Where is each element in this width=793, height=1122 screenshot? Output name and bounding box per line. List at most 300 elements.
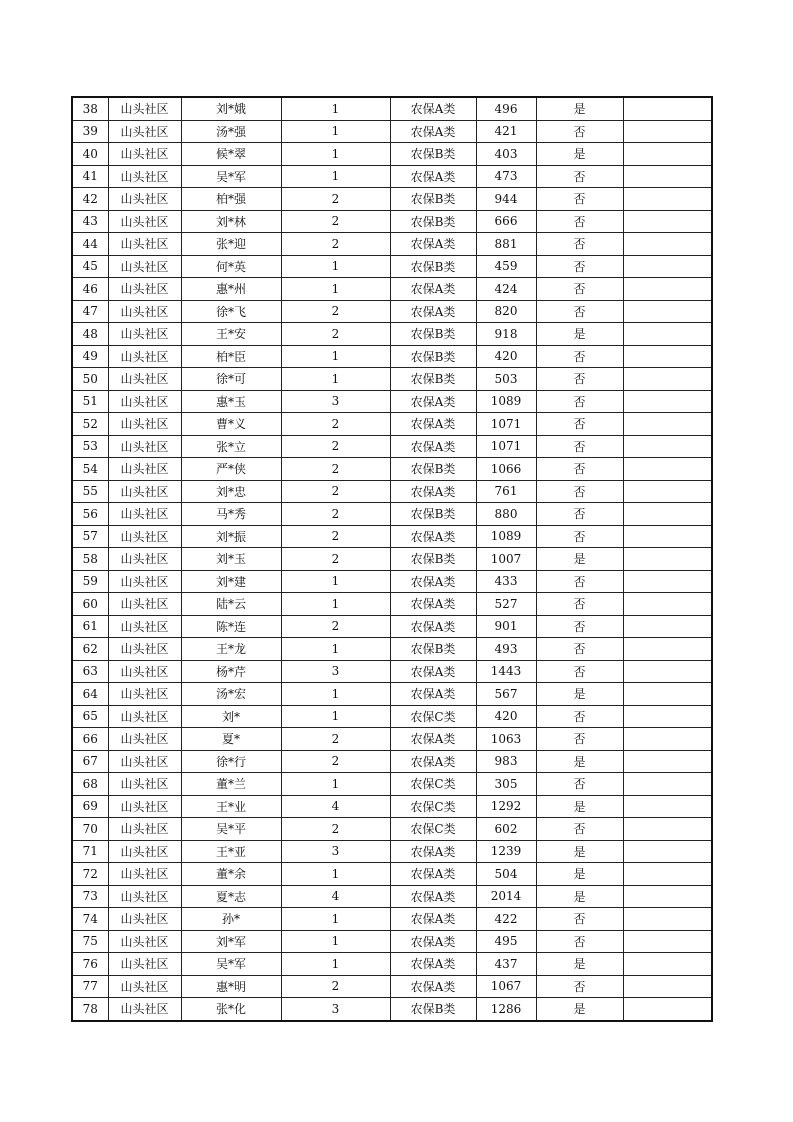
table-row (72, 998, 712, 1021)
household-count-cell: 2 (281, 188, 390, 211)
name-cell: 刘*忠 (181, 480, 281, 503)
amount-cell: 1292 (476, 795, 536, 818)
insurance-type-cell: 农保A类 (390, 165, 476, 188)
name-cell: 王*业 (181, 795, 281, 818)
table-row (72, 323, 712, 346)
household-count-cell: 1 (281, 593, 390, 616)
flag-cell: 否 (536, 705, 623, 728)
community-cell: 山头社区 (108, 548, 181, 571)
flag-cell: 否 (536, 345, 623, 368)
amount-cell: 496 (476, 97, 536, 120)
insurance-type-cell: 农保A类 (390, 908, 476, 931)
amount-cell: 1071 (476, 413, 536, 436)
household-count-cell: 1 (281, 278, 390, 301)
name-cell: 徐*行 (181, 750, 281, 773)
name-cell: 徐*可 (181, 368, 281, 391)
row-number-cell: 74 (72, 908, 108, 931)
household-count-cell: 2 (281, 503, 390, 526)
community-cell: 山头社区 (108, 480, 181, 503)
flag-cell: 否 (536, 728, 623, 751)
community-cell: 山头社区 (108, 863, 181, 886)
remark-cell (623, 525, 712, 548)
insurance-type-cell: 农保A类 (390, 413, 476, 436)
name-cell: 刘*玉 (181, 548, 281, 571)
name-cell: 刘*振 (181, 525, 281, 548)
flag-cell: 是 (536, 953, 623, 976)
table-row (72, 953, 712, 976)
name-cell: 惠*州 (181, 278, 281, 301)
amount-cell: 527 (476, 593, 536, 616)
amount-cell: 761 (476, 480, 536, 503)
remark-cell (623, 120, 712, 143)
flag-cell: 否 (536, 435, 623, 458)
name-cell: 吴*军 (181, 953, 281, 976)
row-number-cell: 60 (72, 593, 108, 616)
table-row (72, 368, 712, 391)
name-cell: 惠*明 (181, 975, 281, 998)
table-row (72, 548, 712, 571)
row-number-cell: 38 (72, 97, 108, 120)
flag-cell: 是 (536, 750, 623, 773)
flag-cell: 否 (536, 210, 623, 233)
table-row (72, 188, 712, 211)
community-cell: 山头社区 (108, 908, 181, 931)
table-row (72, 255, 712, 278)
amount-cell: 1286 (476, 998, 536, 1021)
household-count-cell: 1 (281, 638, 390, 661)
household-count-cell: 2 (281, 750, 390, 773)
row-number-cell: 62 (72, 638, 108, 661)
data-table (71, 96, 713, 1022)
insurance-type-cell: 农保A类 (390, 930, 476, 953)
amount-cell: 433 (476, 570, 536, 593)
flag-cell: 是 (536, 795, 623, 818)
name-cell: 严*侠 (181, 458, 281, 481)
flag-cell: 否 (536, 278, 623, 301)
remark-cell (623, 593, 712, 616)
row-number-cell: 59 (72, 570, 108, 593)
insurance-type-cell: 农保A类 (390, 300, 476, 323)
name-cell: 刘* (181, 705, 281, 728)
household-count-cell: 1 (281, 773, 390, 796)
remark-cell (623, 210, 712, 233)
household-count-cell: 2 (281, 525, 390, 548)
household-count-cell: 3 (281, 390, 390, 413)
name-cell: 王*安 (181, 323, 281, 346)
remark-cell (623, 323, 712, 346)
name-cell: 孙* (181, 908, 281, 931)
table-row (72, 840, 712, 863)
remark-cell (623, 863, 712, 886)
flag-cell: 否 (536, 120, 623, 143)
insurance-type-cell: 农保C类 (390, 705, 476, 728)
community-cell: 山头社区 (108, 728, 181, 751)
table-row (72, 233, 712, 256)
name-cell: 王*亚 (181, 840, 281, 863)
name-cell: 徐*飞 (181, 300, 281, 323)
table-row (72, 795, 712, 818)
insurance-type-cell: 农保C类 (390, 795, 476, 818)
insurance-type-cell: 农保A类 (390, 953, 476, 976)
name-cell: 刘*娥 (181, 97, 281, 120)
flag-cell: 否 (536, 975, 623, 998)
insurance-type-cell: 农保B类 (390, 548, 476, 571)
household-count-cell: 1 (281, 705, 390, 728)
community-cell: 山头社区 (108, 953, 181, 976)
row-number-cell: 52 (72, 413, 108, 436)
community-cell: 山头社区 (108, 413, 181, 436)
name-cell: 刘*林 (181, 210, 281, 233)
name-cell: 夏*志 (181, 885, 281, 908)
amount-cell: 1071 (476, 435, 536, 458)
insurance-type-cell: 农保A类 (390, 615, 476, 638)
amount-cell: 567 (476, 683, 536, 706)
amount-cell: 305 (476, 773, 536, 796)
insurance-type-cell: 农保B类 (390, 143, 476, 166)
table-row (72, 390, 712, 413)
community-cell: 山头社区 (108, 705, 181, 728)
amount-cell: 2014 (476, 885, 536, 908)
remark-cell (623, 435, 712, 458)
household-count-cell: 2 (281, 818, 390, 841)
community-cell: 山头社区 (108, 503, 181, 526)
amount-cell: 666 (476, 210, 536, 233)
household-count-cell: 1 (281, 953, 390, 976)
amount-cell: 1089 (476, 390, 536, 413)
remark-cell (623, 278, 712, 301)
flag-cell: 否 (536, 525, 623, 548)
name-cell: 吴*平 (181, 818, 281, 841)
remark-cell (623, 975, 712, 998)
table-row (72, 278, 712, 301)
remark-cell (623, 818, 712, 841)
row-number-cell: 65 (72, 705, 108, 728)
name-cell: 杨*芹 (181, 660, 281, 683)
row-number-cell: 44 (72, 233, 108, 256)
community-cell: 山头社区 (108, 143, 181, 166)
remark-cell (623, 638, 712, 661)
amount-cell: 602 (476, 818, 536, 841)
table-row (72, 593, 712, 616)
amount-cell: 503 (476, 368, 536, 391)
flag-cell: 是 (536, 143, 623, 166)
table-row (72, 638, 712, 661)
table-row (72, 728, 712, 751)
table-row (72, 413, 712, 436)
community-cell: 山头社区 (108, 660, 181, 683)
remark-cell (623, 683, 712, 706)
flag-cell: 否 (536, 368, 623, 391)
household-count-cell: 2 (281, 728, 390, 751)
flag-cell: 否 (536, 458, 623, 481)
flag-cell: 否 (536, 503, 623, 526)
household-count-cell: 2 (281, 480, 390, 503)
community-cell: 山头社区 (108, 458, 181, 481)
table-body (72, 97, 712, 1021)
amount-cell: 1089 (476, 525, 536, 548)
remark-cell (623, 795, 712, 818)
insurance-type-cell: 农保B类 (390, 345, 476, 368)
insurance-type-cell: 农保B类 (390, 998, 476, 1021)
household-count-cell: 2 (281, 615, 390, 638)
community-cell: 山头社区 (108, 840, 181, 863)
remark-cell (623, 840, 712, 863)
household-count-cell: 2 (281, 548, 390, 571)
community-cell: 山头社区 (108, 750, 181, 773)
row-number-cell: 76 (72, 953, 108, 976)
amount-cell: 1443 (476, 660, 536, 683)
row-number-cell: 43 (72, 210, 108, 233)
community-cell: 山头社区 (108, 390, 181, 413)
insurance-type-cell: 农保B类 (390, 368, 476, 391)
household-count-cell: 2 (281, 435, 390, 458)
amount-cell: 495 (476, 930, 536, 953)
insurance-type-cell: 农保B类 (390, 188, 476, 211)
flag-cell: 否 (536, 773, 623, 796)
table-row (72, 525, 712, 548)
amount-cell: 820 (476, 300, 536, 323)
row-number-cell: 40 (72, 143, 108, 166)
remark-cell (623, 233, 712, 256)
amount-cell: 421 (476, 120, 536, 143)
remark-cell (623, 300, 712, 323)
remark-cell (623, 773, 712, 796)
community-cell: 山头社区 (108, 930, 181, 953)
flag-cell: 否 (536, 233, 623, 256)
row-number-cell: 56 (72, 503, 108, 526)
amount-cell: 1007 (476, 548, 536, 571)
name-cell: 董*兰 (181, 773, 281, 796)
flag-cell: 是 (536, 97, 623, 120)
community-cell: 山头社区 (108, 570, 181, 593)
flag-cell: 否 (536, 188, 623, 211)
insurance-type-cell: 农保A类 (390, 683, 476, 706)
name-cell: 马*秀 (181, 503, 281, 526)
flag-cell: 是 (536, 548, 623, 571)
community-cell: 山头社区 (108, 323, 181, 346)
amount-cell: 1239 (476, 840, 536, 863)
amount-cell: 1066 (476, 458, 536, 481)
name-cell: 张*立 (181, 435, 281, 458)
community-cell: 山头社区 (108, 255, 181, 278)
remark-cell (623, 390, 712, 413)
row-number-cell: 70 (72, 818, 108, 841)
household-count-cell: 2 (281, 300, 390, 323)
insurance-type-cell: 农保A类 (390, 390, 476, 413)
name-cell: 刘*军 (181, 930, 281, 953)
insurance-type-cell: 农保A类 (390, 525, 476, 548)
household-count-cell: 1 (281, 165, 390, 188)
insurance-type-cell: 农保A类 (390, 233, 476, 256)
name-cell: 陆*云 (181, 593, 281, 616)
amount-cell: 420 (476, 705, 536, 728)
flag-cell: 是 (536, 683, 623, 706)
flag-cell: 否 (536, 660, 623, 683)
remark-cell (623, 458, 712, 481)
insurance-type-cell: 农保B类 (390, 323, 476, 346)
community-cell: 山头社区 (108, 188, 181, 211)
household-count-cell: 1 (281, 863, 390, 886)
table-row (72, 143, 712, 166)
household-count-cell: 1 (281, 345, 390, 368)
community-cell: 山头社区 (108, 525, 181, 548)
row-number-cell: 45 (72, 255, 108, 278)
row-number-cell: 55 (72, 480, 108, 503)
insurance-type-cell: 农保B类 (390, 638, 476, 661)
amount-cell: 422 (476, 908, 536, 931)
flag-cell: 是 (536, 885, 623, 908)
community-cell: 山头社区 (108, 683, 181, 706)
row-number-cell: 75 (72, 930, 108, 953)
table-row (72, 773, 712, 796)
flag-cell: 否 (536, 570, 623, 593)
remark-cell (623, 998, 712, 1021)
row-number-cell: 39 (72, 120, 108, 143)
amount-cell: 437 (476, 953, 536, 976)
remark-cell (623, 728, 712, 751)
household-count-cell: 2 (281, 323, 390, 346)
table-row (72, 818, 712, 841)
community-cell: 山头社区 (108, 435, 181, 458)
flag-cell: 是 (536, 323, 623, 346)
community-cell: 山头社区 (108, 615, 181, 638)
insurance-type-cell: 农保A类 (390, 278, 476, 301)
row-number-cell: 72 (72, 863, 108, 886)
amount-cell: 944 (476, 188, 536, 211)
community-cell: 山头社区 (108, 345, 181, 368)
insurance-type-cell: 农保B类 (390, 255, 476, 278)
remark-cell (623, 615, 712, 638)
community-cell: 山头社区 (108, 120, 181, 143)
amount-cell: 459 (476, 255, 536, 278)
remark-cell (623, 750, 712, 773)
household-count-cell: 1 (281, 255, 390, 278)
community-cell: 山头社区 (108, 97, 181, 120)
table-row (72, 705, 712, 728)
remark-cell (623, 953, 712, 976)
amount-cell: 420 (476, 345, 536, 368)
row-number-cell: 49 (72, 345, 108, 368)
name-cell: 吴*军 (181, 165, 281, 188)
amount-cell: 1063 (476, 728, 536, 751)
insurance-type-cell: 农保A类 (390, 840, 476, 863)
row-number-cell: 48 (72, 323, 108, 346)
name-cell: 柏*强 (181, 188, 281, 211)
insurance-type-cell: 农保A类 (390, 750, 476, 773)
row-number-cell: 61 (72, 615, 108, 638)
household-count-cell: 4 (281, 885, 390, 908)
remark-cell (623, 255, 712, 278)
flag-cell: 否 (536, 593, 623, 616)
amount-cell: 880 (476, 503, 536, 526)
household-count-cell: 1 (281, 683, 390, 706)
flag-cell: 是 (536, 863, 623, 886)
insurance-type-cell: 农保A类 (390, 97, 476, 120)
row-number-cell: 66 (72, 728, 108, 751)
community-cell: 山头社区 (108, 885, 181, 908)
household-count-cell: 1 (281, 930, 390, 953)
row-number-cell: 53 (72, 435, 108, 458)
amount-cell: 901 (476, 615, 536, 638)
table-row (72, 975, 712, 998)
remark-cell (623, 503, 712, 526)
flag-cell: 否 (536, 908, 623, 931)
flag-cell: 否 (536, 818, 623, 841)
household-count-cell: 2 (281, 458, 390, 481)
community-cell: 山头社区 (108, 300, 181, 323)
row-number-cell: 54 (72, 458, 108, 481)
row-number-cell: 58 (72, 548, 108, 571)
name-cell: 王*龙 (181, 638, 281, 661)
household-count-cell: 1 (281, 97, 390, 120)
table-row (72, 570, 712, 593)
amount-cell: 881 (476, 233, 536, 256)
household-count-cell: 4 (281, 795, 390, 818)
remark-cell (623, 548, 712, 571)
row-number-cell: 69 (72, 795, 108, 818)
community-cell: 山头社区 (108, 773, 181, 796)
amount-cell: 983 (476, 750, 536, 773)
table-row (72, 210, 712, 233)
insurance-type-cell: 农保A类 (390, 435, 476, 458)
community-cell: 山头社区 (108, 795, 181, 818)
name-cell: 汤*宏 (181, 683, 281, 706)
table-row (72, 660, 712, 683)
name-cell: 刘*建 (181, 570, 281, 593)
name-cell: 惠*玉 (181, 390, 281, 413)
household-count-cell: 1 (281, 120, 390, 143)
name-cell: 何*英 (181, 255, 281, 278)
row-number-cell: 78 (72, 998, 108, 1021)
insurance-type-cell: 农保A类 (390, 480, 476, 503)
row-number-cell: 73 (72, 885, 108, 908)
insurance-type-cell: 农保A类 (390, 660, 476, 683)
table-row (72, 458, 712, 481)
table-row (72, 503, 712, 526)
insurance-type-cell: 农保A类 (390, 120, 476, 143)
row-number-cell: 57 (72, 525, 108, 548)
flag-cell: 是 (536, 998, 623, 1021)
table-row (72, 683, 712, 706)
name-cell: 董*余 (181, 863, 281, 886)
remark-cell (623, 97, 712, 120)
insurance-type-cell: 农保A类 (390, 593, 476, 616)
table-row (72, 863, 712, 886)
name-cell: 柏*臣 (181, 345, 281, 368)
flag-cell: 否 (536, 255, 623, 278)
flag-cell: 否 (536, 638, 623, 661)
table-row (72, 480, 712, 503)
row-number-cell: 51 (72, 390, 108, 413)
row-number-cell: 71 (72, 840, 108, 863)
amount-cell: 424 (476, 278, 536, 301)
household-count-cell: 2 (281, 210, 390, 233)
household-count-cell: 1 (281, 143, 390, 166)
community-cell: 山头社区 (108, 368, 181, 391)
row-number-cell: 64 (72, 683, 108, 706)
row-number-cell: 67 (72, 750, 108, 773)
remark-cell (623, 660, 712, 683)
row-number-cell: 68 (72, 773, 108, 796)
household-count-cell: 2 (281, 975, 390, 998)
flag-cell: 否 (536, 165, 623, 188)
flag-cell: 否 (536, 930, 623, 953)
community-cell: 山头社区 (108, 818, 181, 841)
insurance-type-cell: 农保B类 (390, 458, 476, 481)
community-cell: 山头社区 (108, 593, 181, 616)
household-count-cell: 2 (281, 413, 390, 436)
table-row (72, 930, 712, 953)
